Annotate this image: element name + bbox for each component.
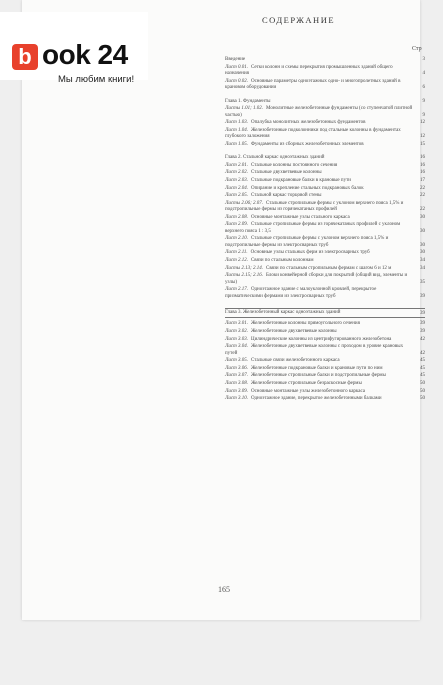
page-number: 165 xyxy=(218,585,230,594)
toc-entry-page: 6 xyxy=(422,85,425,91)
toc-entry-text: Сетки колонн и схемы перекрытия промышленных зданий общего назначения xyxy=(225,64,393,77)
toc-entry xyxy=(225,258,425,264)
toc-entry xyxy=(225,163,425,169)
toc-entry-sheet: Лист 0.01. xyxy=(225,64,248,70)
toc-entry xyxy=(225,373,425,379)
table-of-contents xyxy=(225,56,425,403)
toc-entry-page: 12 xyxy=(420,120,425,126)
toc-entry xyxy=(225,186,425,192)
toc-entry-sheet: Лист 3.06. xyxy=(225,365,248,371)
toc-entry-text: Основные монтажные узлы стального каркаса xyxy=(250,214,350,220)
toc-entry-sheet: Лист 2.09. xyxy=(225,222,248,228)
toc-entry-sheet: Лист 2.05. xyxy=(225,193,248,199)
toc-entry-sheet: Лист 3.04. xyxy=(225,344,248,350)
toc-entry-text: Стальной каркас торцовой стены xyxy=(250,193,322,199)
toc-entry-text: Стальные двухветвевые колонны xyxy=(250,170,322,176)
toc-entry-sheet: Лист 2.08. xyxy=(225,214,248,220)
toc-entry-text: Основные узлы стальных ферм из электросварных труб xyxy=(250,250,370,256)
toc-entry-text: Железобетонные двухветвевые колонны с проходом в уровне крановых путей xyxy=(225,344,404,356)
toc-entry xyxy=(225,57,425,63)
toc-entry-page: 3 xyxy=(422,57,425,63)
toc-entry-page: 9 xyxy=(422,112,425,118)
toc-entry xyxy=(225,79,425,92)
toc-entry xyxy=(225,236,425,249)
toc-entry-text: Глава 2. Стальной каркас одноэтажных зданий xyxy=(225,155,325,161)
toc-entry xyxy=(225,273,425,286)
toc-entry xyxy=(225,329,425,335)
toc-entry-sheet: Листы 2.13; 2.14. xyxy=(225,265,264,271)
toc-entry xyxy=(225,396,425,402)
book-page xyxy=(22,0,425,620)
toc-entry-text: Железобетонные стропильные безраскосные фермы xyxy=(250,380,362,386)
toc-entry-sheet: Лист 3.09. xyxy=(225,388,248,394)
toc-chapter xyxy=(225,308,425,318)
toc-entry-text: Стальные связи железобетонного каркаса xyxy=(250,358,340,364)
toc-entry xyxy=(225,178,425,184)
toc-entry-sheet: Лист 2.01. xyxy=(225,162,248,168)
toc-entry-sheet: Лист 3.02. xyxy=(225,328,248,334)
toc-entry-text: Одноэтажное здание с малоуклонной кровлей, перекрытое призматическими фермами из электросварных труб xyxy=(225,287,377,299)
toc-entry-page: 50 xyxy=(420,388,425,394)
toc-entry-text: Основные параметры одноэтажных одно- и многопролетных зданий в крановом оборудовании xyxy=(225,78,401,91)
toc-entry xyxy=(225,222,425,235)
toc-entry xyxy=(225,193,425,199)
toc-entry-text: Железобетонные колонны прямоугольного сечения xyxy=(250,321,360,327)
toc-entry-text: Опалубка монолитных железобетонных фундаментов xyxy=(250,120,366,126)
toc-entry-text: Цилиндрические колонны из центрифугированного железобетона xyxy=(250,336,392,342)
toc-title: СОДЕРЖАНИЕ xyxy=(262,15,336,25)
toc-entry-page: 22 xyxy=(420,193,425,199)
toc-entry-sheet: Лист 0.02. xyxy=(225,78,248,84)
toc-entry-text: Стальные стропильные фермы с уклоном верхнего пояса 1,5% и подстропильные фермы из электросварных труб xyxy=(225,236,389,248)
toc-entry xyxy=(225,65,425,78)
toc-entry-page: 50 xyxy=(420,396,425,402)
toc-entry-sheet: Лист 3.01. xyxy=(225,321,248,327)
toc-entry-page: 39 xyxy=(420,310,425,316)
toc-entry-page: 39 xyxy=(420,328,425,334)
toc-entry xyxy=(225,358,425,364)
toc-entry-page: 17 xyxy=(420,177,425,183)
toc-chapter xyxy=(225,154,425,161)
toc-entry-sheet: Лист 2.04. xyxy=(225,185,248,191)
toc-entry-sheet: Лист 2.10. xyxy=(225,236,248,242)
toc-entry-page: 39 xyxy=(420,293,425,299)
toc-entry xyxy=(225,128,425,141)
toc-entry-sheet: Листы 2.06; 2.07. xyxy=(225,200,264,206)
toc-entry xyxy=(225,366,425,372)
toc-entry-sheet: Лист 2.03. xyxy=(225,177,248,183)
toc-entry xyxy=(225,337,425,343)
toc-entry-text: Связи по стальным стропильным фермам с шагом 6 и 12 м xyxy=(266,265,392,271)
toc-entry-sheet: Лист 3.08. xyxy=(225,380,248,386)
toc-entry-text: Стальные стропильные фермы из горячекатаных профилей с уклоном верхнего пояса 1 : 3,5 xyxy=(225,222,401,234)
toc-entry-page: 39 xyxy=(420,321,425,327)
toc-entry-page: 12 xyxy=(420,134,425,140)
toc-entry xyxy=(225,389,425,395)
toc-entry-text: Стальные стропильные фермы с уклоном верхнего пояса 1,5% и подстропильные фермы из горячекатаных профилей xyxy=(225,200,404,213)
toc-entry-text: Железобетонные двухветвевые колонны xyxy=(250,328,337,334)
toc-entry-page: 30 xyxy=(420,242,425,248)
toc-entry-page: 50 xyxy=(420,380,425,386)
toc-entry-sheet: Лист 2.12. xyxy=(225,257,248,263)
toc-entry-sheet: Лист 1.04. xyxy=(225,127,248,133)
toc-entry-text: Глава 1. Фундаменты xyxy=(225,98,271,104)
toc-entry-page: 42 xyxy=(420,336,425,342)
toc-entry xyxy=(225,215,425,221)
toc-entry-sheet: Лист 2.11. xyxy=(225,250,248,256)
toc-entry-text: Фундаменты из сборных железобетонных элементов xyxy=(250,141,364,147)
toc-entry-sheet: Листы 2.15; 2.16. xyxy=(225,273,264,279)
toc-entry-page: 16 xyxy=(420,155,425,161)
toc-chapter xyxy=(225,98,425,105)
toc-entry xyxy=(225,201,425,214)
toc-entry-text: Блоки конвейерной сборки для покрытий (общий вид, элементы и узлы) xyxy=(225,273,408,285)
toc-entry-text: Стальные колонны постоянного сечения xyxy=(250,162,338,168)
toc-entry-text: Железобетонные подколонники под стальные колонны в фундаментах глубокого заложения xyxy=(225,127,401,140)
toc-entry-text: Основные монтажные узлы железобетонного каркаса xyxy=(250,388,366,394)
toc-entry-sheet: Лист 2.17. xyxy=(225,287,248,293)
toc-entry-page: 45 xyxy=(420,358,425,364)
toc-entry-page: 4 xyxy=(422,71,425,77)
toc-entry-text: Одноэтажное здание, перекрытое железобетонными балками xyxy=(250,396,382,402)
page-column-label: Стр xyxy=(412,46,422,52)
toc-entry-page: 9 xyxy=(422,98,425,104)
toc-entry-sheet: Лист 3.07. xyxy=(225,373,248,379)
toc-entry-sheet: Лист 2.02. xyxy=(225,170,248,176)
toc-entry-sheet: Лист 1.05. xyxy=(225,141,248,147)
toc-entry-page: 16 xyxy=(420,170,425,176)
toc-entry-page: 22 xyxy=(420,185,425,191)
toc-entry-page: 30 xyxy=(420,228,425,234)
toc-entry-text: Монолитные железобетонные фундаменты (со ступенчатой плитной частью) xyxy=(225,106,413,118)
toc-entry-text: Связи по стальным колоннам xyxy=(250,257,314,263)
toc-entry xyxy=(225,250,425,256)
toc-entry xyxy=(225,266,425,272)
toc-entry xyxy=(225,381,425,387)
toc-entry-text: Опирание и крепление стальных подкрановых балок xyxy=(250,185,364,191)
toc-entry-page: 15 xyxy=(420,141,425,147)
toc-entry-text: Железобетонные подкрановые балки и крановые пути по ним xyxy=(250,365,383,371)
toc-entry xyxy=(225,321,425,327)
toc-entry-sheet: Лист 3.10. xyxy=(225,396,248,402)
toc-entry-sheet: Лист 1.03. xyxy=(225,120,248,126)
toc-entry xyxy=(225,344,425,357)
toc-entry xyxy=(225,120,425,126)
logo-slogan: Мы любим книги! xyxy=(58,74,135,85)
toc-entry-page: 30 xyxy=(420,214,425,220)
logo-word: ook 24 xyxy=(42,39,128,70)
toc-entry-page: 34 xyxy=(420,265,425,271)
toc-entry xyxy=(225,287,425,300)
toc-entry-page: 30 xyxy=(420,250,425,256)
toc-entry-page: 42 xyxy=(420,350,425,356)
toc-entry xyxy=(225,170,425,176)
toc-entry-page: 45 xyxy=(420,373,425,379)
toc-entry-text: Стальные подкрановые балки в крановые пути xyxy=(250,177,351,183)
toc-entry-page: 22 xyxy=(420,207,425,213)
logo-letter-badge: b xyxy=(12,44,38,70)
toc-entry-page: 16 xyxy=(420,162,425,168)
toc-entry-text: Глава 3. Железобетонный каркас одноэтажных зданий xyxy=(225,309,341,315)
toc-entry-page: 45 xyxy=(420,365,425,371)
toc-entry-page: 35 xyxy=(420,279,425,285)
toc-entry-page: 34 xyxy=(420,257,425,263)
toc-entry xyxy=(225,106,425,119)
toc-entry-text: Введение xyxy=(225,57,246,63)
book24-logo xyxy=(0,12,148,85)
toc-entry xyxy=(225,142,425,148)
toc-entry-sheet: Лист 3.03. xyxy=(225,336,248,342)
toc-entry-sheet: Лист 3.05. xyxy=(225,358,248,364)
toc-entry-text: Железобетонные стропильные балки и подстропильные фермы xyxy=(250,373,386,379)
toc-entry-sheet: Листы 1.01; 1.02. xyxy=(225,106,264,112)
